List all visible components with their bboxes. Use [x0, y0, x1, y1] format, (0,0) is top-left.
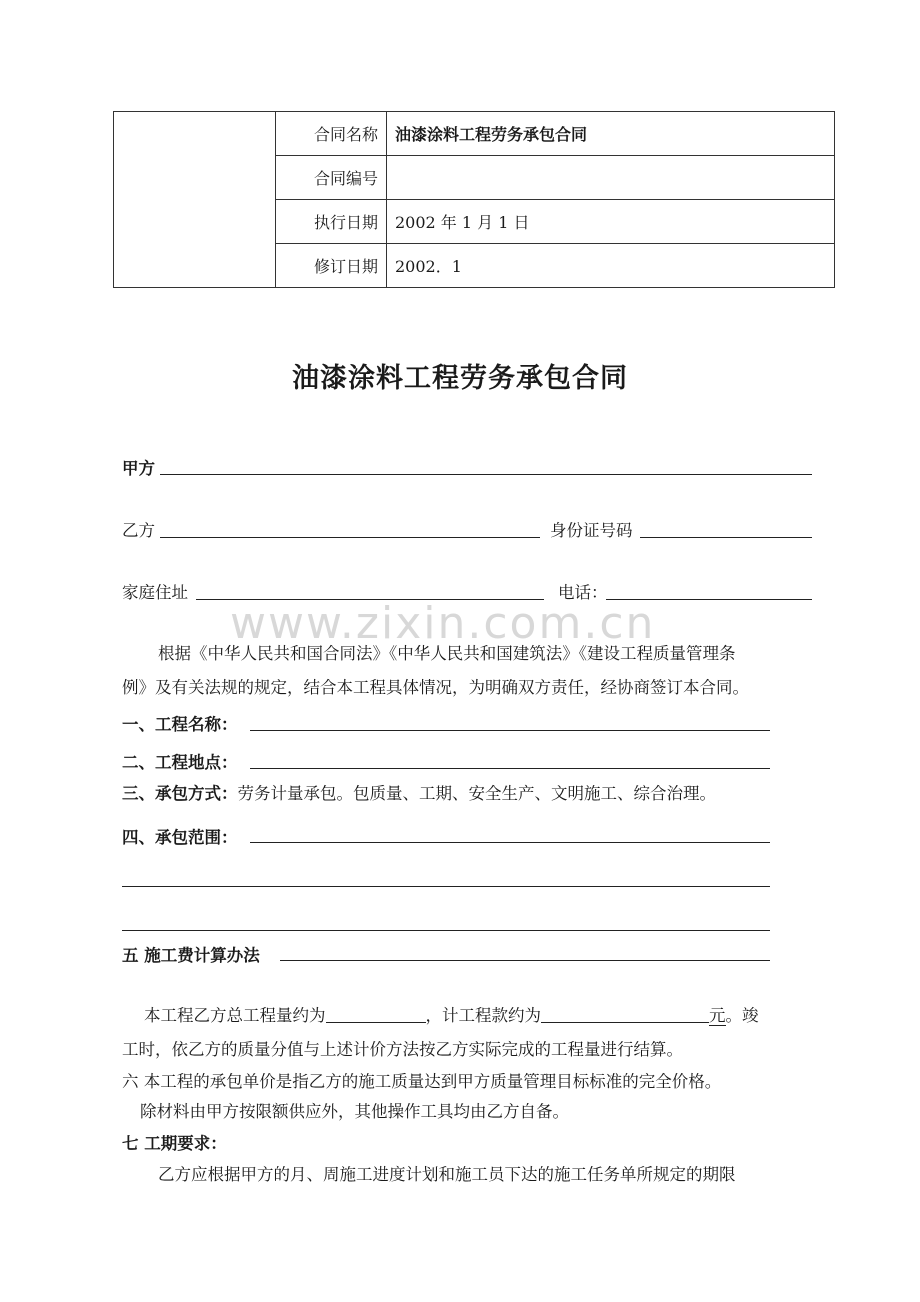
yuan-unit: 元 — [709, 1006, 726, 1025]
total-amount-text: ，计工程款约为 — [425, 1006, 541, 1025]
intro-line-1: 根据《中华人民共和国合同法》《中华人民共和国建筑法》《建设工程质量管理条 — [158, 644, 736, 663]
section-2-label: 二、工程地点： — [122, 753, 238, 772]
total-amount-blank — [541, 1006, 709, 1023]
section-5-paragraph-1 — [144, 1002, 759, 1026]
effective-date-label: 执行日期 — [276, 200, 387, 244]
section-3-text — [122, 780, 716, 804]
phone-line — [606, 599, 812, 600]
revision-date-label: 修订日期 — [276, 244, 387, 288]
section-1-label: 一、工程名称： — [122, 715, 238, 734]
party-b-line — [160, 537, 540, 538]
total-quantity-blank — [326, 1006, 426, 1023]
section-6-paragraph-2: 除材料由甲方按限额供应外，其他操作工具均由乙方自备。 — [140, 1102, 569, 1121]
section-4-line-2 — [122, 886, 770, 887]
logo-cell — [114, 112, 276, 288]
address-line — [196, 599, 544, 600]
section-4-label: 四、承包范围： — [122, 828, 238, 847]
total-quantity-text: 本工程乙方总工程量约为 — [144, 1006, 326, 1025]
section-6-text: 六 本工程的承包单价是指乙方的施工质量达到甲方质量管理目标标准的完全价格。 — [122, 1072, 722, 1091]
intro-line-2: 例》及有关法规的规定，结合本工程具体情况，为明确双方责任，经协商签订本合同。 — [122, 678, 749, 697]
section-3-label: 三、承包方式： — [122, 784, 238, 803]
id-number-line — [640, 537, 812, 538]
party-b-label: 乙方 — [122, 521, 155, 540]
contract-name-label: 合同名称 — [276, 112, 387, 156]
section-5-label: 五 施工费计算办法 — [122, 946, 260, 965]
section-1-line — [250, 730, 770, 731]
effective-date-value: 2002 年 1 月 1 日 — [387, 200, 835, 244]
section-5-line — [280, 960, 770, 961]
completion-text: 。竣 — [725, 1006, 759, 1025]
watermark: www.zixin.com.cn — [230, 598, 656, 649]
section-5-paragraph-2: 工时，依乙方的质量分值与上述计价方法按乙方实际完成的工程量进行结算。 — [122, 1040, 683, 1059]
contract-number-value — [387, 156, 835, 200]
document-title: 油漆涂料工程劳务承包合同 — [292, 363, 628, 394]
contract-name-value: 油漆涂料工程劳务承包合同 — [387, 112, 835, 156]
contract-info-table — [113, 111, 835, 288]
party-a-label: 甲方 — [122, 459, 155, 478]
revision-date-value: 2002．1 — [387, 244, 835, 288]
section-4-line-1 — [250, 842, 770, 843]
section-4-line-3 — [122, 930, 770, 931]
contract-number-label: 合同编号 — [276, 156, 387, 200]
section-2-line — [250, 768, 770, 769]
id-number-label: 身份证号码 — [550, 521, 633, 540]
section-7-paragraph-1: 乙方应根据甲方的月、周施工进度计划和施工员下达的施工任务单所规定的期限 — [158, 1165, 736, 1184]
address-label: 家庭住址 — [122, 583, 188, 602]
table-row — [114, 112, 835, 156]
section-7-label: 七 工期要求： — [122, 1134, 227, 1153]
phone-label: 电话： — [558, 583, 608, 602]
party-a-line — [160, 474, 812, 475]
section-3-body: 劳务计量承包。包质量、工期、安全生产、文明施工、综合治理。 — [237, 784, 716, 803]
